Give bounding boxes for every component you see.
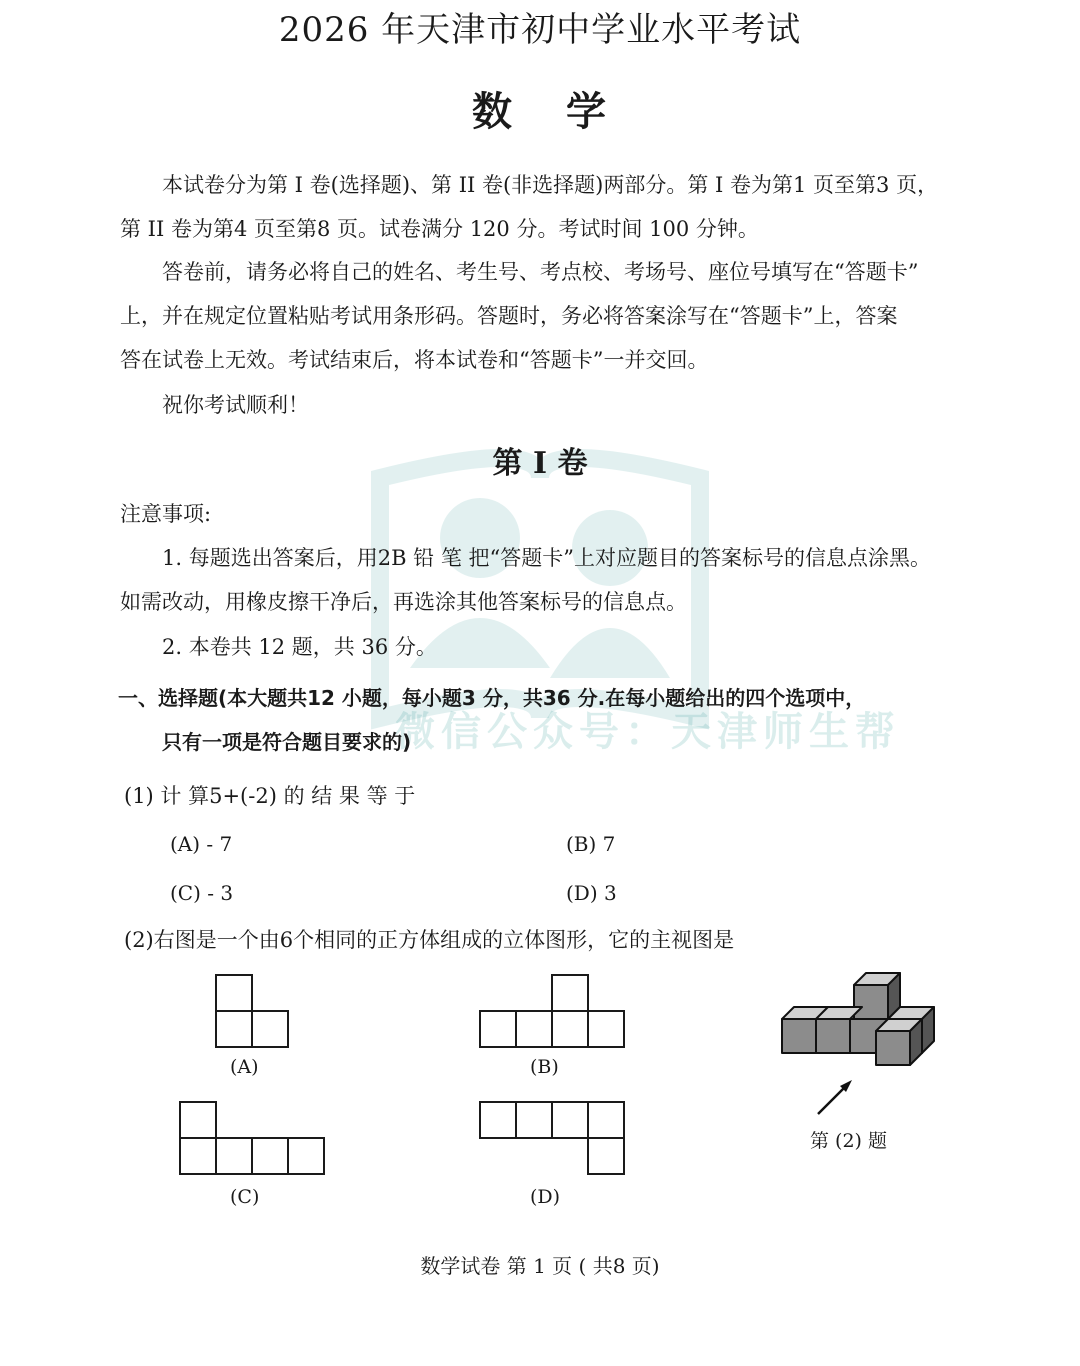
q1-option-a: (A) - 7 xyxy=(170,832,233,856)
intro-line-1: 本试卷分为第 I 卷(选择题)、第 II 卷(非选择题)两部分。第 I 卷为第1 页至第3 页， xyxy=(162,173,939,197)
q1-option-c: (C) - 3 xyxy=(170,881,234,905)
section-title: 第 I 卷 xyxy=(492,446,588,481)
q1-stem: (1) 计 算5+(-2) 的 结 果 等 于 xyxy=(124,784,416,808)
subject-title xyxy=(0,80,1080,137)
q2-figure-caption: 第 (2) 题 xyxy=(810,1130,887,1152)
exam-title: 2026 年天津市初中学业水平考试 xyxy=(278,10,802,50)
q2-solid-figure xyxy=(776,965,946,1075)
q2-figure-a xyxy=(214,973,294,1051)
watermark-text: 微信公众号：天津师生帮 xyxy=(395,709,901,755)
q2-figure-d xyxy=(478,1100,628,1178)
q2-figure-c xyxy=(178,1100,328,1178)
intro-line-5: 答在试卷上无效。考试结束后，将本试卷和“答题卡”一并交回。 xyxy=(120,348,709,372)
q1-option-b: (B) 7 xyxy=(566,832,616,856)
note-2: 2. 本卷共 12 题，共 36 分。 xyxy=(162,635,437,659)
note-1-line-1: 1. 每题选出答案后，用2B 铅 笔 把“答题卡”上对应题目的答案标号的信息点涂黑。 xyxy=(162,546,931,570)
page-footer: 数学试卷 第 1 页 ( 共8 页) xyxy=(420,1254,660,1278)
q2-figure-b xyxy=(478,973,628,1051)
part1-heading-line-1: 一、选择题(本大题共12 小题，每小题3 分，共36 分.在每小题给出的四个选项中， xyxy=(118,686,866,710)
intro-line-4: 上，并在规定位置粘贴考试用条形码。答题时，务必将答案涂写在“答题卡”上，答案 xyxy=(120,304,898,328)
q2-stem: (2)右图是一个由6个相同的正方体组成的立体图形，它的主视图是 xyxy=(124,928,735,952)
part1-heading-line-2: 只有一项是符合题目要求的) xyxy=(162,730,412,754)
note-1-line-2: 如需改动，用橡皮擦干净后，再选涂其他答案标号的信息点。 xyxy=(120,590,687,614)
intro-line-6: 祝你考试顺利！ xyxy=(162,393,309,417)
intro-line-3: 答卷前，请务必将自己的姓名、考生号、考点校、考场号、座位号填写在“答题卡” xyxy=(162,260,919,284)
intro-line-2: 第 II 卷为第4 页至第8 页。试卷满分 120 分。考试时间 100 分钟。 xyxy=(120,217,759,241)
q2-label-c: (C) xyxy=(230,1186,260,1208)
subject-char-left: 数 xyxy=(472,88,514,135)
arrow-icon xyxy=(812,1076,858,1120)
notes-heading: 注意事项: xyxy=(120,502,212,526)
q2-label-b: (B) xyxy=(530,1056,559,1078)
subject-char-right: 学 xyxy=(566,88,608,135)
q1-option-d: (D) 3 xyxy=(566,881,617,905)
q2-label-d: (D) xyxy=(530,1186,561,1208)
q2-label-a: (A) xyxy=(230,1056,259,1078)
